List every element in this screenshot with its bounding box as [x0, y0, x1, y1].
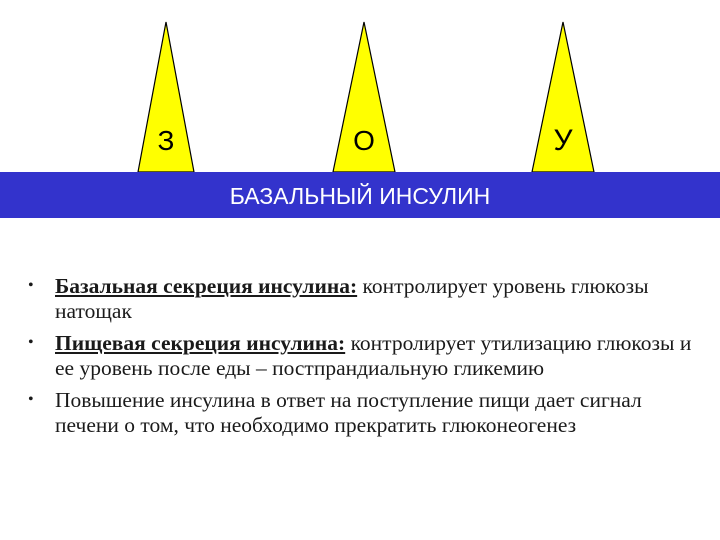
triangle-label-o: О — [353, 125, 375, 156]
bullet-list — [28, 274, 698, 445]
triangle-label-u: У — [553, 124, 573, 157]
list-item — [28, 331, 698, 380]
bullet-icon: • — [28, 391, 34, 408]
triangle-label-z: З — [157, 125, 175, 156]
band-title: БАЗАЛЬНЫЙ ИНСУЛИН — [229, 183, 491, 209]
bullet-term: Базальная секреция инсулина: — [55, 274, 358, 298]
bullet-text: контролирует уровень глюкозы натощак — [55, 274, 649, 323]
list-item — [28, 274, 698, 323]
bullet-icon: • — [28, 277, 34, 294]
bullet-text: Повышение инсулина в ответ на поступление пищи дает сигнал печени о том, что необходимо прекратить глюконеогенез — [55, 388, 642, 437]
bullet-icon: • — [28, 334, 34, 351]
list-item — [28, 388, 698, 437]
bullet-text: контролирует утилизацию глюкозы и ее уровень после еды – постпрандиальную гликемию — [55, 331, 692, 380]
bullet-term: Пищевая секреция инсулина: — [55, 331, 346, 355]
